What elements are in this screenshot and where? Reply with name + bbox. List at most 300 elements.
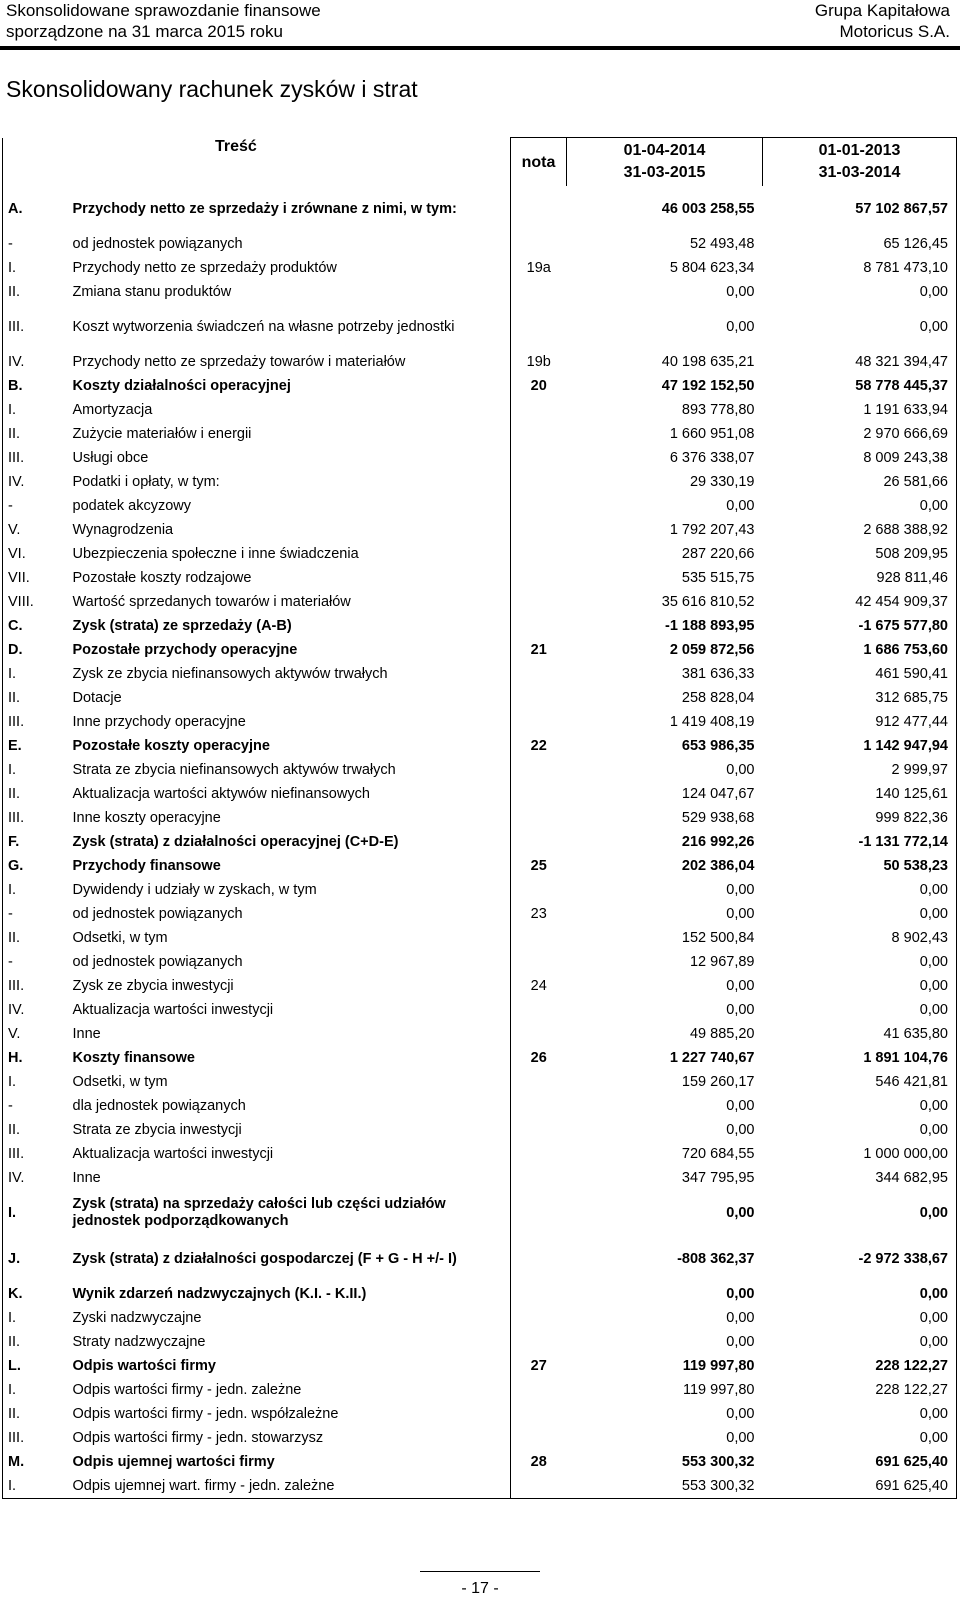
row-note xyxy=(511,614,567,638)
row-label: Odpis wartości firmy - jedn. zależne xyxy=(72,1381,302,1398)
row-note: 19a xyxy=(511,256,567,280)
row-value-period-2: 58 778 445,37 xyxy=(763,374,957,398)
row-value-period-1: 0,00 xyxy=(726,1333,755,1350)
table-row xyxy=(3,854,957,878)
row-code: II. xyxy=(3,1118,65,1142)
row-label: od jednostek powiązanych xyxy=(72,905,243,922)
row-value-period-2: 41 635,80 xyxy=(763,1022,957,1046)
row-label: Przychody finansowe xyxy=(72,857,221,874)
table-row xyxy=(3,1306,957,1330)
row-code: VII. xyxy=(3,566,65,590)
row-code: III. xyxy=(3,710,65,734)
row-code: I. xyxy=(3,1070,65,1094)
table-row xyxy=(3,470,957,494)
table-row xyxy=(3,1118,957,1142)
row-value-period-2: 312 685,75 xyxy=(763,686,957,710)
row-value-period-1: 0,00 xyxy=(726,1121,755,1138)
row-value-period-2: 0,00 xyxy=(763,974,957,998)
row-value-period-1: 0,00 xyxy=(726,1285,755,1302)
row-label: Strata ze zbycia niefinansowych aktywów trwałych xyxy=(72,761,396,778)
row-label: Straty nadzwyczajne xyxy=(72,1333,206,1350)
row-note xyxy=(511,542,567,566)
row-note xyxy=(511,304,567,350)
row-value-period-2: 65 126,45 xyxy=(763,232,957,256)
row-code: IV. xyxy=(3,1166,65,1190)
row-value-period-1: 35 616 810,52 xyxy=(661,593,755,610)
row-code: II. xyxy=(3,422,65,446)
row-label: Pozostałe przychody operacyjne xyxy=(72,641,298,658)
row-value-period-1: 529 938,68 xyxy=(681,809,755,826)
row-label: Przychody netto ze sprzedaży i zrównane z nimi, w tym: xyxy=(72,200,457,217)
row-code: B. xyxy=(3,374,65,398)
row-code: III. xyxy=(3,446,65,470)
row-code: M. xyxy=(3,1450,65,1474)
row-value-period-1: 47 192 152,50 xyxy=(661,377,755,394)
table-row xyxy=(3,638,957,662)
row-note xyxy=(511,1236,567,1282)
row-value-period-1: 119 997,80 xyxy=(682,1357,755,1374)
row-label: Wynagrodzenia xyxy=(72,521,174,538)
row-value-period-2: 2 999,97 xyxy=(763,758,957,782)
row-code: - xyxy=(3,902,65,926)
table-row xyxy=(3,422,957,446)
row-note xyxy=(511,1118,567,1142)
row-label: Strata ze zbycia inwestycji xyxy=(72,1121,242,1138)
header-cell-tresc xyxy=(3,138,511,187)
row-value-period-2: 2 688 388,92 xyxy=(763,518,957,542)
page-number: - 17 - xyxy=(461,1580,499,1597)
row-code: I. xyxy=(3,1306,65,1330)
row-label: Aktualizacja wartości aktywów niefinansowych xyxy=(72,785,370,802)
row-code: A. xyxy=(3,186,65,232)
row-value-period-2: 0,00 xyxy=(763,1306,957,1330)
row-code: III. xyxy=(3,1142,65,1166)
row-code: C. xyxy=(3,614,65,638)
row-code: I. xyxy=(3,398,65,422)
row-note xyxy=(511,1070,567,1094)
row-code: V. xyxy=(3,518,65,542)
row-note: 28 xyxy=(511,1450,567,1474)
row-value-period-2: 0,00 xyxy=(763,878,957,902)
row-note xyxy=(511,232,567,256)
table-row xyxy=(3,734,957,758)
row-value-period-1: 0,00 xyxy=(726,881,755,898)
row-value-period-2: 0,00 xyxy=(763,1190,957,1236)
row-label: Zużycie materiałów i energii xyxy=(72,425,252,442)
row-note xyxy=(511,710,567,734)
row-code: I. xyxy=(3,256,65,280)
row-label: Zysk ze zbycia inwestycji xyxy=(72,977,234,994)
row-value-period-1: 381 636,33 xyxy=(681,665,755,682)
table-row xyxy=(3,782,957,806)
table-row xyxy=(3,974,957,998)
row-value-period-1: 893 778,80 xyxy=(681,401,755,418)
row-label: Dywidendy i udziały w zyskach, w tym xyxy=(72,881,317,898)
table-row xyxy=(3,614,957,638)
row-code: I. xyxy=(3,1378,65,1402)
row-note xyxy=(511,686,567,710)
table-row xyxy=(3,494,957,518)
row-value-period-2: 1 191 633,94 xyxy=(763,398,957,422)
table-row xyxy=(3,1070,957,1094)
row-value-period-1: 0,00 xyxy=(726,318,755,335)
row-note: 26 xyxy=(511,1046,567,1070)
row-code: II. xyxy=(3,782,65,806)
row-label: Przychody netto ze sprzedaży produktów xyxy=(72,259,337,276)
row-label: Zysk (strata) ze sprzedaży (A-B) xyxy=(72,617,292,634)
row-value-period-2: 0,00 xyxy=(763,1426,957,1450)
row-value-period-2: 0,00 xyxy=(763,1402,957,1426)
row-value-period-1: 2 059 872,56 xyxy=(669,641,755,658)
row-value-period-2: 140 125,61 xyxy=(763,782,957,806)
row-value-period-1: 0,00 xyxy=(726,1204,755,1221)
row-label: Zysk (strata) na sprzedaży całości lub części udziałów jednostek podporządkowanych xyxy=(72,1196,446,1229)
row-value-period-1: 202 386,04 xyxy=(681,857,755,874)
header-company-name: Motoricus S.A. xyxy=(839,22,950,41)
row-code: H. xyxy=(3,1046,65,1070)
row-code: I. xyxy=(3,1474,65,1499)
row-value-period-1: 216 992,26 xyxy=(681,833,755,850)
row-value-period-2: -1 131 772,14 xyxy=(763,830,957,854)
row-value-period-1: 0,00 xyxy=(726,1001,755,1018)
table-row xyxy=(3,1450,957,1474)
row-value-period-2: 8 009 243,38 xyxy=(763,446,957,470)
row-note xyxy=(511,806,567,830)
row-note xyxy=(511,280,567,304)
row-value-period-2: 2 970 666,69 xyxy=(763,422,957,446)
row-value-period-1: 46 003 258,55 xyxy=(661,200,755,217)
row-value-period-2: 691 625,40 xyxy=(763,1450,957,1474)
row-label: Pozostałe koszty rodzajowe xyxy=(72,569,252,586)
row-note xyxy=(511,1282,567,1306)
row-label: Koszty finansowe xyxy=(72,1049,195,1066)
table-row xyxy=(3,542,957,566)
row-value-period-2: -1 675 577,80 xyxy=(763,614,957,638)
row-value-period-2: 691 625,40 xyxy=(763,1474,957,1499)
row-value-period-1: 119 997,80 xyxy=(683,1381,755,1398)
row-label: Dotacje xyxy=(72,689,122,706)
row-note: 23 xyxy=(511,902,567,926)
table-row xyxy=(3,590,957,614)
page-title: Skonsolidowany rachunek zysków i strat xyxy=(6,76,418,102)
row-note: 24 xyxy=(511,974,567,998)
row-value-period-2: 508 209,95 xyxy=(763,542,957,566)
row-code: II. xyxy=(3,280,65,304)
row-code: I. xyxy=(3,878,65,902)
row-code: - xyxy=(3,950,65,974)
table-row xyxy=(3,446,957,470)
column-header-period-2 xyxy=(763,138,957,187)
row-note xyxy=(511,758,567,782)
row-value-period-2: 42 454 909,37 xyxy=(763,590,957,614)
row-value-period-2: 0,00 xyxy=(763,280,957,304)
row-label: od jednostek powiązanych xyxy=(72,953,243,970)
row-note xyxy=(511,1306,567,1330)
table-row xyxy=(3,304,957,350)
row-label: Aktualizacja wartości inwestycji xyxy=(72,1145,274,1162)
row-code: E. xyxy=(3,734,65,758)
row-label: Usługi obce xyxy=(72,449,149,466)
row-value-period-2: 50 538,23 xyxy=(763,854,957,878)
row-code: III. xyxy=(3,806,65,830)
row-note xyxy=(511,446,567,470)
table-row xyxy=(3,566,957,590)
row-note xyxy=(511,926,567,950)
row-label: Zmiana stanu produktów xyxy=(72,283,232,300)
row-note xyxy=(511,878,567,902)
row-note xyxy=(511,566,567,590)
row-code: F. xyxy=(3,830,65,854)
row-value-period-1: 124 047,67 xyxy=(681,785,755,802)
period-2-start: 01-01-2013 xyxy=(818,142,901,159)
row-value-period-2: 26 581,66 xyxy=(763,470,957,494)
row-label: Inne przychody operacyjne xyxy=(72,713,246,730)
row-value-period-2: 0,00 xyxy=(763,304,957,350)
row-label: Odpis wartości firmy - jedn. stowarzysz xyxy=(72,1429,324,1446)
row-value-period-2: 8 781 473,10 xyxy=(763,256,957,280)
row-value-period-1: 1 660 951,08 xyxy=(669,425,755,442)
row-value-period-2: 999 822,36 xyxy=(763,806,957,830)
table-row xyxy=(3,998,957,1022)
row-note xyxy=(511,998,567,1022)
header-report-date: sporządzone na 31 marca 2015 roku xyxy=(6,22,283,41)
row-value-period-1: 1 792 207,43 xyxy=(669,521,755,538)
row-note xyxy=(511,782,567,806)
row-code: L. xyxy=(3,1354,65,1378)
row-value-period-2: 8 902,43 xyxy=(763,926,957,950)
table-row xyxy=(3,1426,957,1450)
table-row xyxy=(3,374,957,398)
row-note xyxy=(511,494,567,518)
row-value-period-2: 0,00 xyxy=(763,494,957,518)
row-label: Odpis wartości firmy xyxy=(72,1357,216,1374)
row-value-period-1: 5 804 623,34 xyxy=(669,259,755,276)
row-label: od jednostek powiązanych xyxy=(72,235,243,252)
row-label: Odsetki, w tym xyxy=(72,1073,168,1090)
row-value-period-1: 0,00 xyxy=(726,977,755,994)
row-value-period-2: 0,00 xyxy=(763,998,957,1022)
row-label: Podatki i opłaty, w tym: xyxy=(72,473,220,490)
row-value-period-2: 1 142 947,94 xyxy=(763,734,957,758)
row-label: Zysk (strata) z działalności operacyjnej (C+D-E) xyxy=(72,833,399,850)
row-note xyxy=(511,830,567,854)
row-code: VIII. xyxy=(3,590,65,614)
row-note xyxy=(511,518,567,542)
row-label: Przychody netto ze sprzedaży towarów i materiałów xyxy=(72,353,406,370)
row-note: 20 xyxy=(511,374,567,398)
row-label: Odsetki, w tym xyxy=(72,929,168,946)
table-row xyxy=(3,350,957,374)
row-code: G. xyxy=(3,854,65,878)
row-value-period-1: 40 198 635,21 xyxy=(661,353,755,370)
table-row xyxy=(3,1474,957,1499)
row-label: Koszt wytworzenia świadczeń na własne potrzeby jednostki xyxy=(72,318,455,335)
row-code: II. xyxy=(3,926,65,950)
row-value-period-1: 0,00 xyxy=(726,497,755,514)
row-note xyxy=(511,1474,567,1499)
row-value-period-1: 287 220,66 xyxy=(681,545,755,562)
row-code: I. xyxy=(3,758,65,782)
row-value-period-1: 553 300,32 xyxy=(681,1453,755,1470)
row-note xyxy=(511,662,567,686)
row-code: II. xyxy=(3,1402,65,1426)
table-row xyxy=(3,878,957,902)
table-row xyxy=(3,232,957,256)
row-value-period-1: 6 376 338,07 xyxy=(669,449,755,466)
row-note xyxy=(511,470,567,494)
row-code: IV. xyxy=(3,470,65,494)
row-value-period-2: 228 122,27 xyxy=(763,1354,957,1378)
row-label: dla jednostek powiązanych xyxy=(72,1097,246,1114)
row-value-period-2: 912 477,44 xyxy=(763,710,957,734)
row-value-period-1: 347 795,95 xyxy=(681,1169,755,1186)
row-value-period-2: 546 421,81 xyxy=(763,1070,957,1094)
row-note xyxy=(511,1166,567,1190)
footer-divider xyxy=(420,1571,540,1572)
row-value-period-2: 228 122,27 xyxy=(763,1378,957,1402)
row-value-period-2: 344 682,95 xyxy=(763,1166,957,1190)
row-label: Inne xyxy=(72,1025,101,1042)
row-value-period-2: 0,00 xyxy=(763,902,957,926)
row-label: Odpis ujemnej wart. firmy - jedn. zależne xyxy=(65,1474,511,1499)
row-value-period-1: 258 828,04 xyxy=(681,689,755,706)
row-value-period-1: 49 885,20 xyxy=(689,1025,755,1042)
row-value-period-1: 553 300,32 xyxy=(567,1474,763,1499)
row-value-period-2: 48 321 394,47 xyxy=(763,350,957,374)
row-label: Aktualizacja wartości inwestycji xyxy=(72,1001,274,1018)
row-code: III. xyxy=(3,1426,65,1450)
row-code: IV. xyxy=(3,350,65,374)
table-row xyxy=(3,1022,957,1046)
table-row xyxy=(3,280,957,304)
row-label: Wartość sprzedanych towarów i materiałów xyxy=(72,593,351,610)
row-value-period-1: -808 362,37 xyxy=(677,1250,755,1267)
row-code: III. xyxy=(3,304,65,350)
row-value-period-1: 720 684,55 xyxy=(681,1145,755,1162)
table-row xyxy=(3,1378,957,1402)
row-note xyxy=(511,1378,567,1402)
row-value-period-2: 0,00 xyxy=(763,1282,957,1306)
table-row xyxy=(3,1142,957,1166)
row-code: J. xyxy=(3,1236,65,1282)
row-label: Inne xyxy=(72,1169,101,1186)
table-header-row xyxy=(3,138,957,187)
row-note xyxy=(511,398,567,422)
page-header xyxy=(0,0,960,50)
row-value-period-1: 0,00 xyxy=(726,1405,755,1422)
column-header-period-1 xyxy=(567,138,763,187)
row-value-period-2: 1 000 000,00 xyxy=(763,1142,957,1166)
row-value-period-2: 57 102 867,57 xyxy=(763,186,957,232)
row-note: 22 xyxy=(511,734,567,758)
row-label: Zysk (strata) z działalności gospodarczej (F + G - H +/- I) xyxy=(72,1250,457,1267)
row-value-period-1: 1 419 408,19 xyxy=(669,713,755,730)
row-code: D. xyxy=(3,638,65,662)
period-1-end: 31-03-2015 xyxy=(623,164,706,181)
row-value-period-2: 461 590,41 xyxy=(763,662,957,686)
table-row xyxy=(3,1354,957,1378)
row-value-period-2: 1 891 104,76 xyxy=(763,1046,957,1070)
row-code: II. xyxy=(3,686,65,710)
row-code: - xyxy=(3,232,65,256)
row-note: 25 xyxy=(511,854,567,878)
row-code: IV. xyxy=(3,998,65,1022)
row-value-period-1: 159 260,17 xyxy=(681,1073,755,1090)
row-value-period-1: 152 500,84 xyxy=(681,929,755,946)
row-label: podatek akcyzowy xyxy=(72,497,191,514)
table-body xyxy=(3,186,957,1499)
row-note xyxy=(511,1402,567,1426)
column-header-tresc: Treść xyxy=(215,137,257,155)
row-code: V. xyxy=(3,1022,65,1046)
row-value-period-1: 0,00 xyxy=(726,1429,755,1446)
header-group-name: Grupa Kapitałowa xyxy=(814,1,950,20)
table-row xyxy=(3,1190,957,1236)
table-row xyxy=(3,398,957,422)
table-row xyxy=(3,256,957,280)
row-note xyxy=(511,590,567,614)
row-label: Wynik zdarzeń nadzwyczajnych (K.I. - K.II.) xyxy=(72,1285,367,1302)
row-value-period-1: 0,00 xyxy=(726,283,755,300)
table-row xyxy=(3,806,957,830)
table-row xyxy=(3,1330,957,1354)
period-1-start: 01-04-2014 xyxy=(623,142,706,159)
table-row xyxy=(3,830,957,854)
row-note xyxy=(511,1426,567,1450)
period-2-end: 31-03-2014 xyxy=(818,164,901,181)
row-label: Koszty działalności operacyjnej xyxy=(72,377,291,394)
row-value-period-2: 928 811,46 xyxy=(763,566,957,590)
row-value-period-1: 0,00 xyxy=(726,1309,755,1326)
row-code: I. xyxy=(3,1190,65,1236)
row-note xyxy=(511,422,567,446)
table-row xyxy=(3,686,957,710)
row-label: Amortyzacja xyxy=(72,401,153,418)
row-value-period-1: 653 986,35 xyxy=(681,737,755,754)
row-value-period-1: 12 967,89 xyxy=(689,953,755,970)
table-row xyxy=(3,1282,957,1306)
row-code: III. xyxy=(3,974,65,998)
row-label: Odpis ujemnej wartości firmy xyxy=(72,1453,275,1470)
row-note: 21 xyxy=(511,638,567,662)
row-label: Zyski nadzwyczajne xyxy=(72,1309,202,1326)
row-value-period-2: 0,00 xyxy=(763,1330,957,1354)
table-row xyxy=(3,902,957,926)
table-row xyxy=(3,1094,957,1118)
row-value-period-1: 535 515,75 xyxy=(681,569,755,586)
row-code: I. xyxy=(3,662,65,686)
table-row xyxy=(3,186,957,232)
row-value-period-2: 1 686 753,60 xyxy=(763,638,957,662)
row-label: Ubezpieczenia społeczne i inne świadczenia xyxy=(72,545,359,562)
row-code: II. xyxy=(3,1330,65,1354)
table-row xyxy=(3,1402,957,1426)
table-row xyxy=(3,1166,957,1190)
income-statement-table xyxy=(2,137,957,1499)
row-note xyxy=(511,1190,567,1236)
row-value-period-1: 52 493,48 xyxy=(689,235,755,252)
row-label: Pozostałe koszty operacyjne xyxy=(72,737,270,754)
row-note: 19b xyxy=(511,350,567,374)
row-value-period-1: 0,00 xyxy=(726,1097,755,1114)
table-row xyxy=(3,710,957,734)
row-note xyxy=(511,1094,567,1118)
row-value-period-2: 0,00 xyxy=(763,950,957,974)
column-header-nota: nota xyxy=(511,138,567,187)
row-label: Inne koszty operacyjne xyxy=(72,809,221,826)
row-note xyxy=(511,186,567,232)
row-code: - xyxy=(3,494,65,518)
